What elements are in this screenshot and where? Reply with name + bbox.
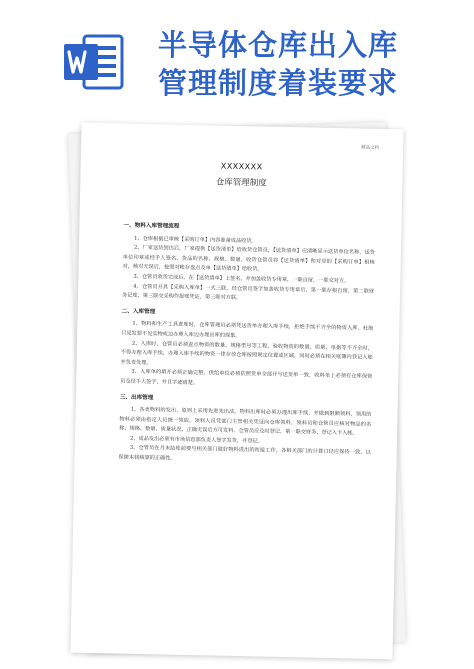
document-page [70,123,403,660]
section-inbound-flow [122,222,376,307]
corner-tag: 精品文档 [361,145,380,151]
document-body [118,216,375,469]
paragraph: 4、仓管员开具【采购入库单】一式三联，经仓管员签字加盖收货专用章后，第一联存根自留，第二联财务记账，第三联交采购作报账凭证，第三联对方联。 [121,283,375,302]
paragraph: 2、成品发出必须有市场信息部负责人签字发货，并登记。 [129,435,264,445]
section-heading: 一、物料入库管理流程 [123,222,180,230]
section-heading: 三、出库管理 [119,394,154,401]
word-document-icon [62,30,126,94]
paragraph: 1、物料和生产工具进库时，仓库管理员必须凭送货单办理入库手续，拒绝手续不齐全的物资入库，杜绝只见发票不见实物或边办理入库边办理出库的现象。 [121,321,374,339]
section-heading: 二、入库管理 [121,308,156,316]
paragraph: 2、厂家送货到达后，厂家提供【送货清单】给收货仓管员，【送货清单】应清晰显示送货单位名称、送货单位印章或经手人签名、货品的名称、规格、数量、收货仓管员将【送货清单】和对应的【采购订单】相核对，核对无误后，按照对帐存盘点及单【送货清单】给收货。 [122,244,375,273]
header-banner [0,0,474,130]
section-inbound [120,307,374,392]
document-code: XXXXXXX [220,161,263,172]
paragraph: 1、仓库根据已审核【采购订单】内容准备成品收货。 [134,235,257,244]
banner-title [158,26,458,102]
document-title: 仓库管理制度 [215,177,267,189]
paragraph: 3、仓管员收货完成后，在【送货清单】上签名，并加盖收货专用章，一联自留，一联交对方。 [133,273,350,285]
paragraph: 1、各类物料的发出，原则上采用先进先出法，物料出库时必须办理出库手续，并做到限额领料，领用的物料必须由指定人员统一领取，领料人员凭部门主管相关凭证向仓库领料，领料员和仓管员应核对物品的名称、规格、数量、质量状况，正确无误后方可发料，仓管员应及时登记，第一联交财务、登记入卡入帐。 [119,406,372,437]
paragraph: 2、入库时，仓管员必须查点物资的数量、规格型号等工程，验收物资的数量、质量、单据等不齐全时，不得办理入库手续，办理入库手续的物资一律存放仓库按照规定位置或区域，同时必须在相关账簿内登记入账并负责处理。 [120,340,373,366]
paragraph: 3、仓管员在月末结账前要与相关部门做好物料进出的衔接工作，各相关部门的计算口径应保持一致，以保障本钱核算的正确性。 [118,445,371,462]
paragraph: 3、入库单的填开必须正确完整，供给单位必须依照货单全部开与送货单一致，收料单上必须有仓库保管员及经手人签字，并且字迹清楚。 [120,369,373,387]
section-outbound [118,393,371,468]
banner-title-line-1: 半导体仓库出入库 [158,28,399,62]
banner-title-line-2: 管理制度着装要求 [158,66,399,100]
